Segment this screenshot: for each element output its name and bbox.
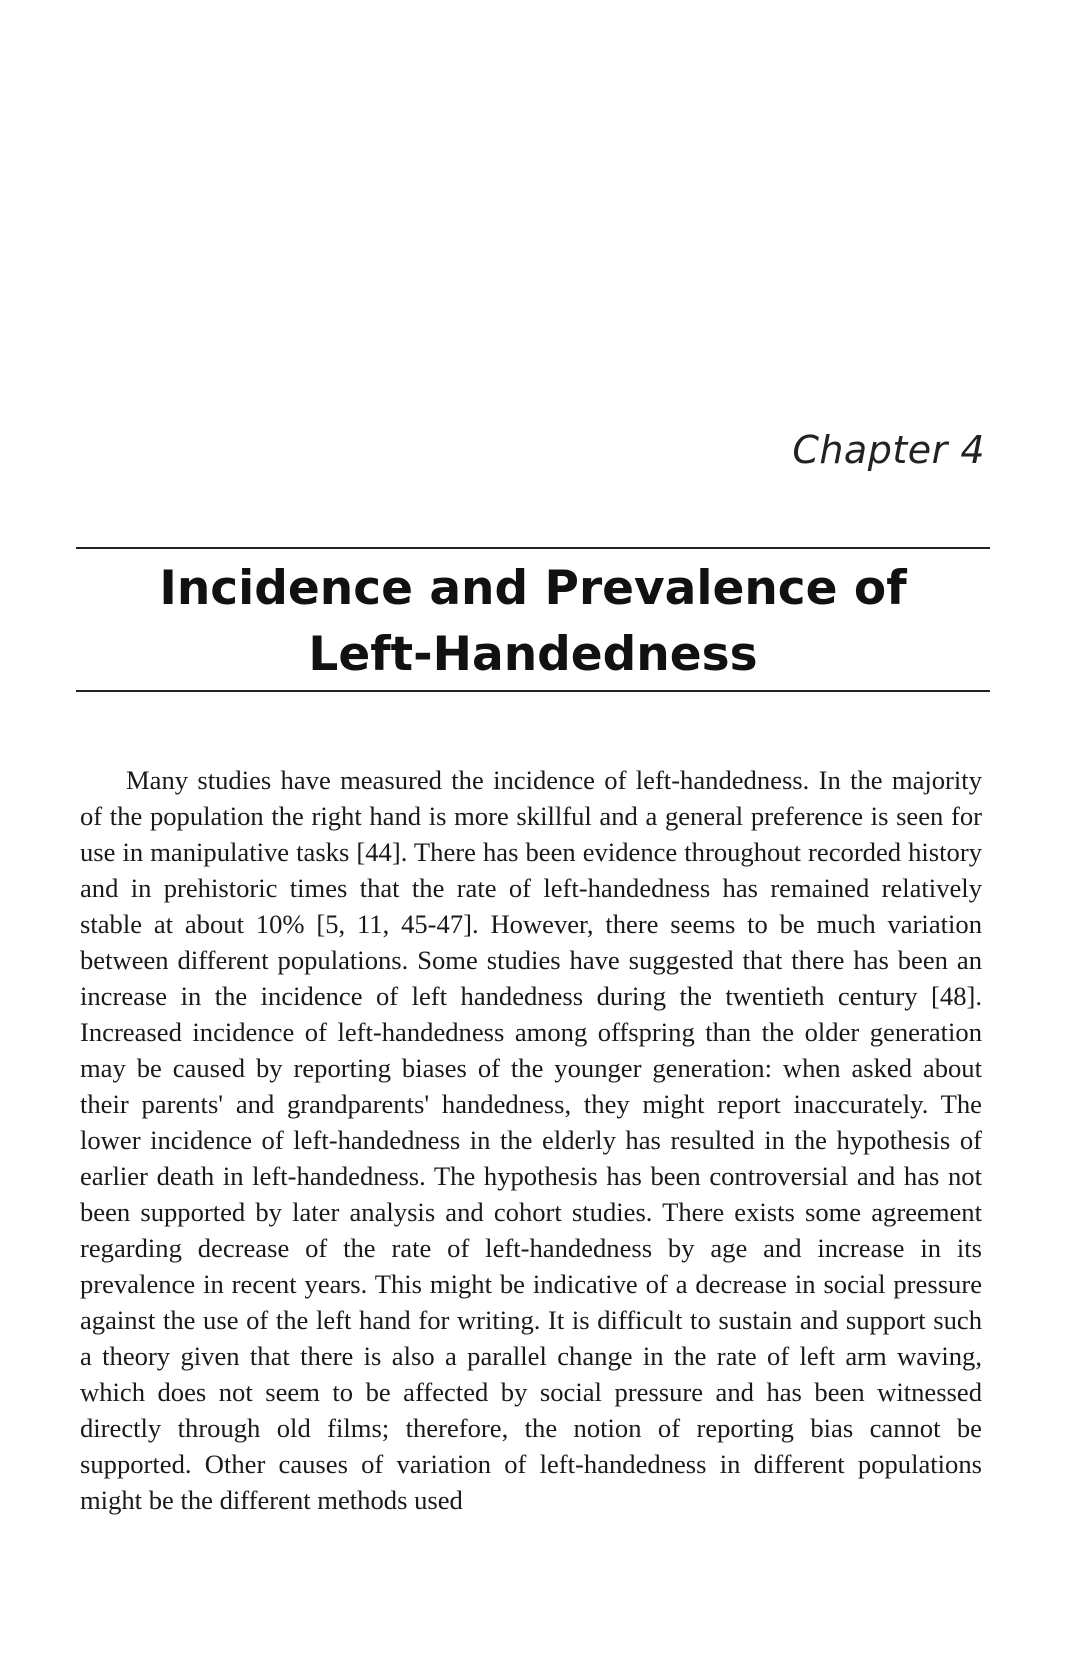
body-paragraph: Many studies have measured the incidence of left-handedness. In the majority of the population the right hand is more skillful and a general preference is seen for use in manipulative tasks [44]. There has been evidence throughout recorded history and in prehistoric times that the rate of left-handedness has remained relatively stable at about 10% [5, 11, 45-47]. However, there seems to be much variation between different populations. Some studies have suggested that there has been an increase in the incidence of left handedness during the twentieth century [48]. Increased incidence of left-handedness among offspring than the older generation may be caused by reporting biases of the younger generation: when asked about their parents' and grandparents' handedness, they might report inaccurately. The lower incidence of left-handedness in the elderly has resulted in the hypothesis of earlier death in left-handedness. The hypothesis has been controversial and has not been supported by later analysis and cohort studies. There exists some agreement regarding decrease of the rate of left-handedness by age and increase in its prevalence in recent years. This might be indicative of a decrease in social pressure against the use of the left hand for writing. It is difficult to sustain and support such a theory given that there is also a parallel change in the rate of left arm waving, which does not seem to be affected by social pressure and has been witnessed directly through old films; therefore, the notion of reporting bias cannot be supported. Other causes of variation of left-handedness in different populations might be the different methods used [80, 765, 982, 1515]
chapter-number: Chapter 4 [792, 428, 985, 472]
chapter-title-line-1: Incidence and Prevalence of [159, 561, 907, 616]
chapter-title-line-2: Left-Handedness [308, 627, 758, 682]
chapter-title [76, 556, 990, 688]
title-rule-bottom [76, 690, 990, 692]
title-rule-top [76, 547, 990, 549]
